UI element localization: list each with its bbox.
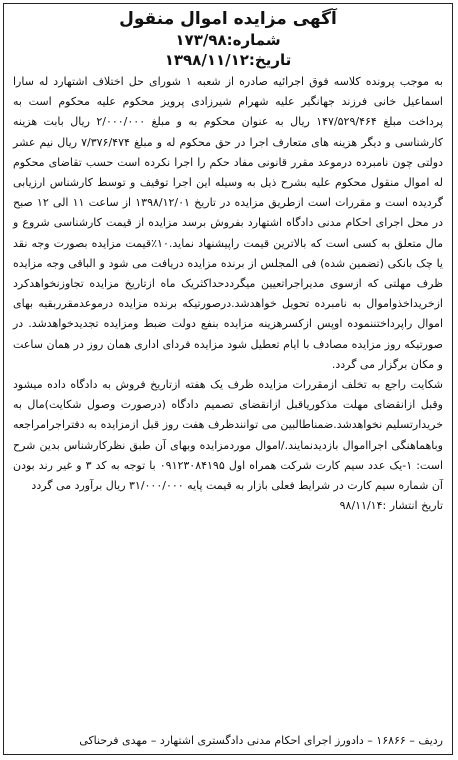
notice-header — [4, 4, 452, 70]
notice-body — [4, 70, 452, 496]
signature-line: ردیف – ۱۶۸۶۶ – دادورز اجرای احکام مدنی دادگستری اشتهارد – مهدی فرحناکی — [79, 734, 443, 747]
notice-paragraph-2: شکایت راجع به تخلف ازمقررات مزایده ظرف یک هفته ازتاریخ فروش به دادگاه داده میشود وقبل ازانقضای مهلت مذکورياقبل ازانقضای تصمیم دادگاه (درصورت وصول شکایت)مال به خریدارتسلیم نخواهدشد.ضمناطالبین می توانندظرف هفت روز قبل ازمزایده به دفتراجرامراجعه وباهماهنگی اجرااموال بازدیدنمایند./اموال موردمزایده وبهای آن طبق نظرکارشناس بدین شرح است: ۱-یک عدد سیم کارت شرکت همراه اول ۰۹۱۲۳۰۸۴۱۹۵ با توجه به کد ۳ و غیر رند بودن آن شماره سیم کارت در شرایط فعلی بازار به قیمت پایه ۳۱/۰۰۰/۰۰۰ ریال برآورد می گردد — [13, 378, 444, 493]
notice-paragraph-1: به موجب پرونده کلاسه فوق اجرائیه صادره از شعبه ۱ شورای حل اختلاف اشتهارد له سارا اسماعیل خانی فرزند جهانگیر علیه شهرام شیرزادی پرویز محکوم علیه محکوم است به پرداخت مبلغ ۱۴۷/۵۲۹/۴۶۴ ریال به عنوان محکوم به و مبلغ ۲/۰۰۰/۰۰۰ ریال بابت هزینه کارشناسی و دیگر هزینه های متعارف اجرا در حق محکوم له و مبلغ ۷/۳۷۶/۴۷۴ ریال نیم عشر دولتی چون نامبرده درموعد مقرر قانونی مفاد حکم را اجرا نکرده است حسب تقاضای محکوم له اموال منقول محکوم علیه بشرح ذیل به وسیله این اجرا توقیف و توسط کارشناس ارزیابی گردیده است و مقررات است ازطریق مزایده در تاریخ ۱۳۹۸/۱۲/۰۱ از ساعت ۱۱ الی ۱۲ صبح در محل اجرای احکام مدنی دادگاه اشتهارد بفروش برسد مزایده از قیمت کارشناسی شروع و مال متعلق به کسی است که بالاترین قیمت راپیشنهاد نماید.۱۰٪قیمت مزایده بصورت وجه نقد یا چک بانکی (تضمین شده) فی المجلس از برنده مزایده دریافت می شود و الباقی وجه مزایده ظرف مهلتی که ازسوی مدیراجراتعیین میگرددحداکثریک ماه ازتاریخ مزایده تجاوزنخواهدکرد ازخریداخذواموال به نامبرده تحویل خواهدشد.درصورتیکه برنده مزایده درموعدمقرربقیه بهای اموال راپرداختننموده اوپس ازکسرهزینه مزایده بنفع دولت ضبط ومزایده تجدیدخواهدشد. در صورتیکه روز مزایده مصادف با ایام تعطیل شود مزایده فردای اداری همان روز در همان ساعت و مکان برگزار می گردد. — [13, 75, 444, 371]
notice-number: شماره:۱۷۳/۹۸ — [175, 31, 281, 49]
auction-notice — [3, 3, 453, 755]
notice-title: آگهی مزایده اموال منقول — [119, 9, 337, 29]
notice-date: تاریخ:۱۳۹۸/۱۱/۱۲ — [164, 51, 292, 69]
publish-date: تاریخ انتشار :۹۸/۱۱/۱۴ — [339, 499, 443, 513]
